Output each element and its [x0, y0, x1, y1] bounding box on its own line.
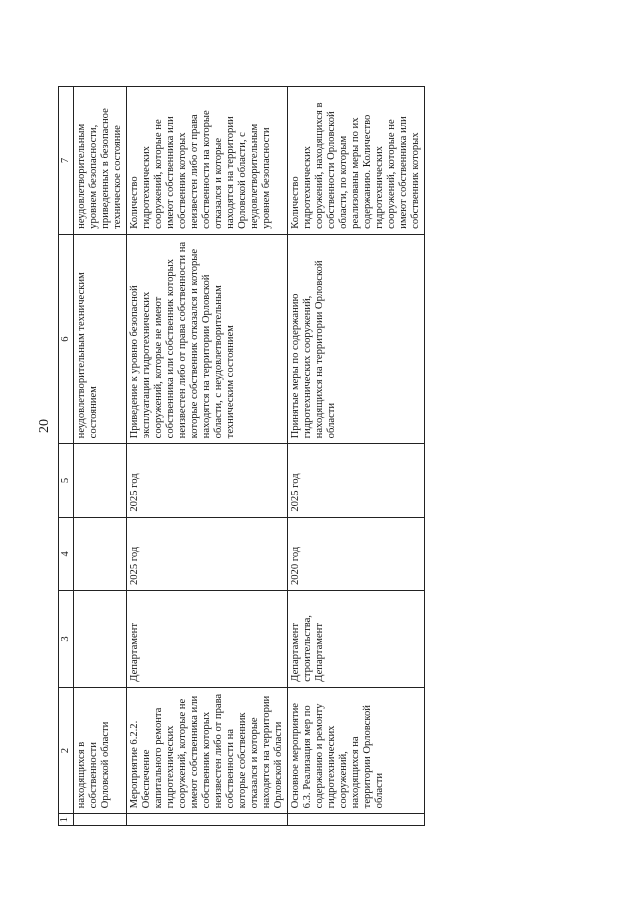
- row-2-col-1: [127, 814, 288, 826]
- row-3-col-6: Принятые меры по содержанию гидротехнических сооружений, находящихся на территории Орловской области: [288, 234, 425, 443]
- row-1-col-1: [74, 814, 127, 826]
- table-row: [127, 87, 288, 826]
- row-3-col-1: [288, 814, 425, 826]
- header-row: [59, 87, 74, 826]
- page-number: 20: [37, 419, 52, 433]
- row-1-col-3: [74, 591, 127, 688]
- row-1-col-4: [74, 517, 127, 590]
- row-1-col-2: находящихся в собственности Орловской области: [74, 687, 127, 814]
- header-col-3: 3: [59, 591, 74, 688]
- row-3-col-7: Количество гидротехнических сооружений, находящихся в собственности Орловской области, по которым реализованы меры по их содержанию. Количество гидротехнических сооружений, которые не имеют собственника или собственник которых: [288, 87, 425, 235]
- header-col-1: 1: [59, 814, 74, 826]
- row-3-col-3: Департамент строительства, Департамент: [288, 591, 425, 688]
- row-2-col-6: Приведение к уровню безопасной эксплуатации гидротехнических сооружений, которые не имеют собственника или собственник которых неизвестен либо от права собственности на которые собственник отказался и которые находятся на территории Орловской области, с неудовлетворительным техническим состоянием: [127, 234, 288, 443]
- rotated-table-wrapper: [58, 86, 582, 826]
- table-row: [74, 87, 127, 826]
- header-col-2: 2: [59, 687, 74, 814]
- row-1-col-6: неудовлетворительным техническим состоянием: [74, 234, 127, 443]
- table-row: [288, 87, 425, 826]
- row-2-col-3: Департамент: [127, 591, 288, 688]
- header-col-5: 5: [59, 444, 74, 517]
- data-table: [58, 86, 425, 826]
- row-3-col-2: Основное мероприятие 6.3. Реализация мер по содержанию и ремонту гидротехнических сооружений, находящихся на территории Орловской области: [288, 687, 425, 814]
- header-col-7: 7: [59, 87, 74, 235]
- row-2-col-4: 2025 год: [127, 517, 288, 590]
- header-col-4: 4: [59, 517, 74, 590]
- row-1-col-7: неудовлетворительным уровнем безопасности, приведенных в безопасное техническое состояние: [74, 87, 127, 235]
- row-2-col-2: Мероприятие 6.2.2. Обеспечение капитального ремонта гидротехнических сооружений, которые не имеют собственника или собственник которых неизвестен либо от права собственности на которые собственник отказался и которые находятся на территории Орловской области: [127, 687, 288, 814]
- row-2-col-7: Количество гидротехнических сооружений, которые не имеют собственника или собственник которых неизвестен либо от права собственности на которые отказался и которые находятся на территории Орловской области, с неудовлетворительным уровнем безопасности: [127, 87, 288, 235]
- row-3-col-5: 2025 год: [288, 444, 425, 517]
- row-1-col-5: [74, 444, 127, 517]
- header-col-6: 6: [59, 234, 74, 443]
- row-2-col-5: 2025 год: [127, 444, 288, 517]
- row-3-col-4: 2020 год: [288, 517, 425, 590]
